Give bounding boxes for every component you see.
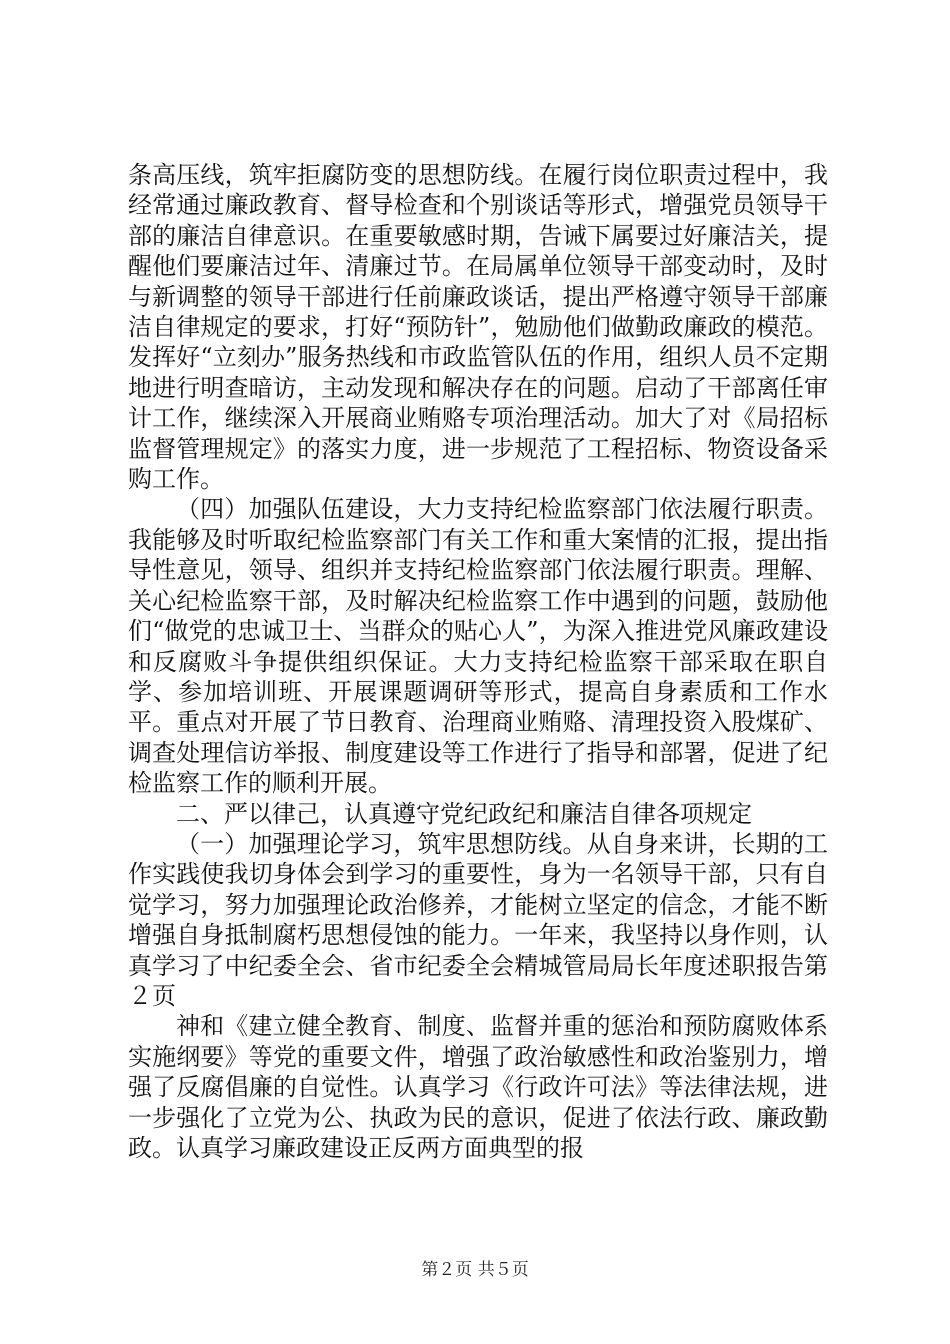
paragraph-continuation: 条高压线，筑牢拒腐防变的思想防线。在履行岗位职责过程中，我经常通过廉政教育、督导检查和个别谈话等形式，增强党员领导干部的廉洁自律意识。在重要敏感时期，告诫下属要过好廉洁关，提醒他们要廉洁过年、清廉过节。在局属单位领导干部变动时，及时与新调整的领导干部进行任前廉政谈话，提出严格遵守领导干部廉洁自律规定的要求，打好“预防针”，勉励他们做勤政廉政的模范。发挥好“立刻办”服务热线和市政监管队伍的作用，组织人员不定期地进行明查暗访，主动发现和解决存在的问题。启动了干部离任审计工作，继续深入开展商业贿赂专项治理活动。加大了对《局招标监督管理规定》的落实力度，进一步规范了工程招标、物资设备采购工作。 bbox=[128, 161, 828, 494]
paragraph-documents-study: 神和《建立健全教育、制度、监督并重的惩治和预防腐败体系实施纲要》等党的重要文件，增强了政治敏感性和政治鉴别力，增强了反腐倡廉的自觉性。认真学习《行政许可法》等法律法规，进一步强化了立党为公、执政为民的意识，促进了依法行政、廉政勤政。认真学习廉政建设正反两方面典型的报 bbox=[128, 1012, 828, 1162]
paragraph-team-building: （四）加强队伍建设，大力支持纪检监察部门依法履行职责。我能够及时听取纪检监察部门有关工作和重大案情的汇报，提出指导性意见，领导、组织并支持纪检监察部门依法履行职责。理解、关心纪检监察干部，及时解决纪检监察工作中遇到的问题，鼓励他们“做党的忠诚卫士、当群众的贴心人”，为深入推进党风廉政建设和反腐败斗争提供组织保证。大力支持纪检监察干部采取在职自学、参加培训班、开展课题调研等形式，提高自身素质和工作水平。重点对开展了节日教育、治理商业贿赂、清理投资入股煤矿、调查处理信访举报、制度建设等工作进行了指导和部署，促进了纪检监察工作的顺利开展。 bbox=[128, 495, 828, 798]
document-body bbox=[128, 160, 828, 1163]
paragraph-theory-study: （一）加强理论学习，筑牢思想防线。从自身来讲，长期的工作实践使我切身体会到学习的重要性，身为一名领导干部，只有自觉学习，努力加强理论政治修养，才能树立坚定的信念，才能不断增强自身抵制腐朽思想侵蚀的能力。一年来，我坚持以身作则，认真学习了中纪委全会、省市纪委全会精城管局局长年度述职报告第２页 bbox=[128, 829, 828, 1010]
section-heading-self-discipline: 二、严以律己，认真遵守党纪政纪和廉洁自律各项规定 bbox=[176, 799, 752, 828]
page-footer: 第２页 共５页 bbox=[421, 1260, 529, 1280]
